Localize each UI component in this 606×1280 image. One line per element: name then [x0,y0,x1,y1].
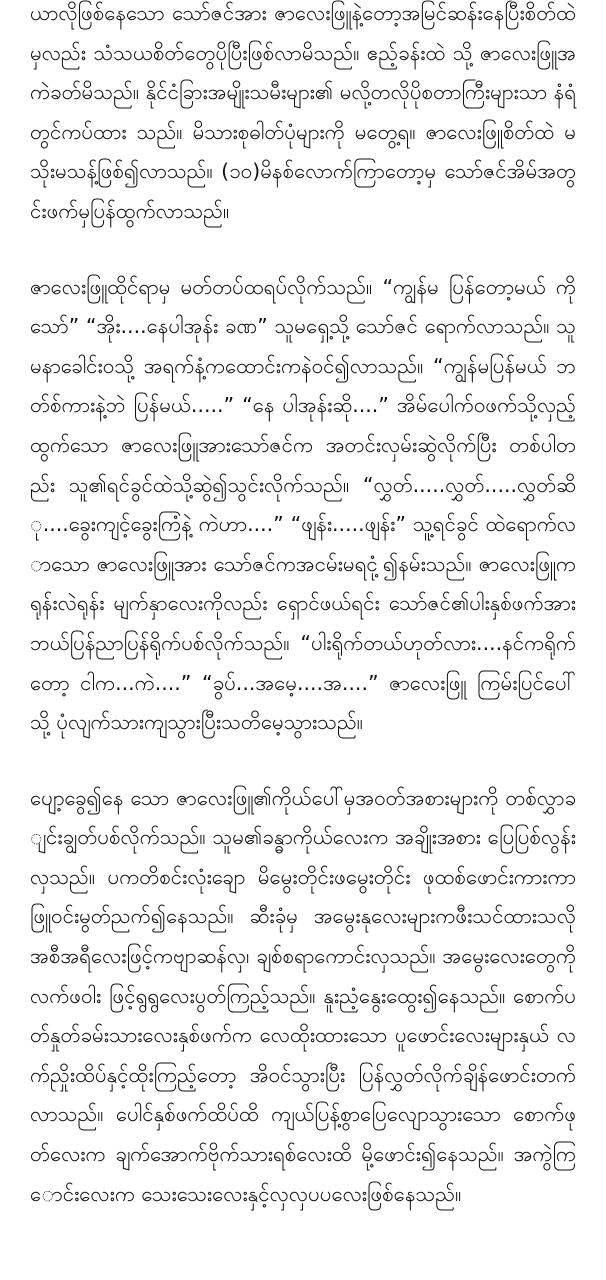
paragraph-2: ဇာလေးဖြူထိုင်ရာမှ မတ်တပ်ထရပ်လိုက်သည်။ “ကျွန်မ ပြန်တော့မယ် ကိုသော်” “အိုး....နေပါအုန်း ခဏ” သူမရှေ့သို့ သော်ဇင် ရောက်လာသည်။ သူမနာခေါင်းဝသို့ အရက်နံ့ကထောင်းကနဲဝင်၍လာသည်။ “ကျွန်မပြန်မယ် ဘတ်စ်ကားနဲ့ဘဲ ပြန်မယ်.....” “နေ ပါအုန်းဆို....” အိမ်ပေါက်ဝဖက်သို့လှည့်ထွက်သော ဇာလေးဖြူအားသော်ဇင်က အတင်းလှမ်းဆွဲလိုက်ပြီး တစ်ပါတည်း သူ၏ရင်ခွင်ထဲသို့ဆွဲ၍သွင်းလိုက်သည်။ “လွှတ်.....လွှတ်.....လွှတ်ဆို....ခွေးကျင့်ခွေးကြံနဲ့ ကဲဟာ....” “ဖျန်း.....ဖျန်း” သူ့ရင်ခွင် ထဲရောက်လာသော ဇာလေးဖြူအား သော်ဇင်ကအငမ်းမရငုံ့၍နမ်းသည်။ ဇာလေးဖြူက ရုန်းလဲရုန်း မျက်နှာလေးကိုလည်း ရှောင်ဖယ်ရင်း သော်ဇင်၏ပါးနှစ်ဖက်အား ဘယ်ပြန်ညာပြန်ရိုက်ပစ်လိုက်သည်။ “ပါးရိုက်တယ်ဟုတ်လား....နင်ကရိုက်တော့ ငါက...ကဲ....” “ခွပ်...အမေ့....အ....” ဇာလေးဖြူ ကြမ်းပြင်ပေါ်သို့ ပုံလျက်သားကျသွားပြီးသတိမေ့သွားသည်။ [30,274,576,735]
paragraph-3: ပျော့ခွေ၍နေ သော ဇာလေးဖြူ၏ကိုယ်ပေါ်မှအဝတ်အစားများကို တစ်လွှာချင်းချွတ်ပစ်လိုက်သည်။ သူမ၏ခန္ဓာကိုယ်လေးက အချိုးအစား ပြေပြစ်လွန်းလှသည်။ ပကတိစင်းလုံးချော မိမွေးတိုင်းဖမွေးတိုင်း ဖုထစ်ဖောင်းကားကာ ဖြူဝင်းမွတ်ညက်၍နေသည်။ ဆီးခုံမှ အမွေးနုလေးများကဖီးသင်ထားသလို အစီအရီလေးဖြင့်ကဗျာဆန်လှ၊ ချစ်စရာကောင်းလှသည်။ အမွေးလေးတွေကို လက်ဖဝါး ဖြင့်ရွရွလေးပွတ်ကြည့်သည်။ နူးညံ့နွေးထွေး၍နေသည်။ စောက်ပတ်နှုတ်ခမ်းသားလေးနှစ်ဖက်က လေထိုးထားသော ပူဖောင်းလေးများနှယ် လက်ညှိုးထိပ်နှင့်ထိုးကြည့်တော့ အိဝင်သွားပြီး ပြန်လွှတ်လိုက်ချိန်ဖောင်းတက်လာသည်။ ပေါင်နှစ်ဖက်ထိပ်ထိ ကျယ်ပြန့်စွာပြေလျောသွားသော စောက်ဖုတ်လေးက ချက်အောက်ဗိုက်သားရစ်လေးထိ မို့ဖောင်း၍နေသည်။ အကွဲကြောင်းလေးက သေးသေးလေးနှင့်လှလှပပလေးဖြစ်နေသည်။ [30,785,576,1206]
paragraph-1: ယာလိုဖြစ်နေသော သော်ဇင်အား ဇာလေးဖြူနဲ့တော့အမြင်ဆန်းနေပြီးစိတ်ထဲမှလည်း သံသယစိတ်တွေပိုပြီးဖြစ်လာမိသည်။ ဧည့်ခန်းထဲ သို့ ဇာလေးဖြူအကဲခတ်မိသည်။ နိုင်ငံခြားအမျိုးသမီးများ၏ မလို့တလိုပိုစတာကြီးများသာ နံရံတွင်ကပ်ထား သည်။ မိသားစုဓါတ်ပုံများကို မတွေ့ရ။ ဇာလေးဖြူစိတ်ထဲ မသိုးမသန့်ဖြစ်၍လာသည်။ (၁၀)မိနစ်လောက်ကြာတော့မှ သော်ဇင်အိမ်အတွင်းဖက်မှပြန်ထွက်လာသည်။ [30,1,576,223]
story-text [30,0,576,1214]
